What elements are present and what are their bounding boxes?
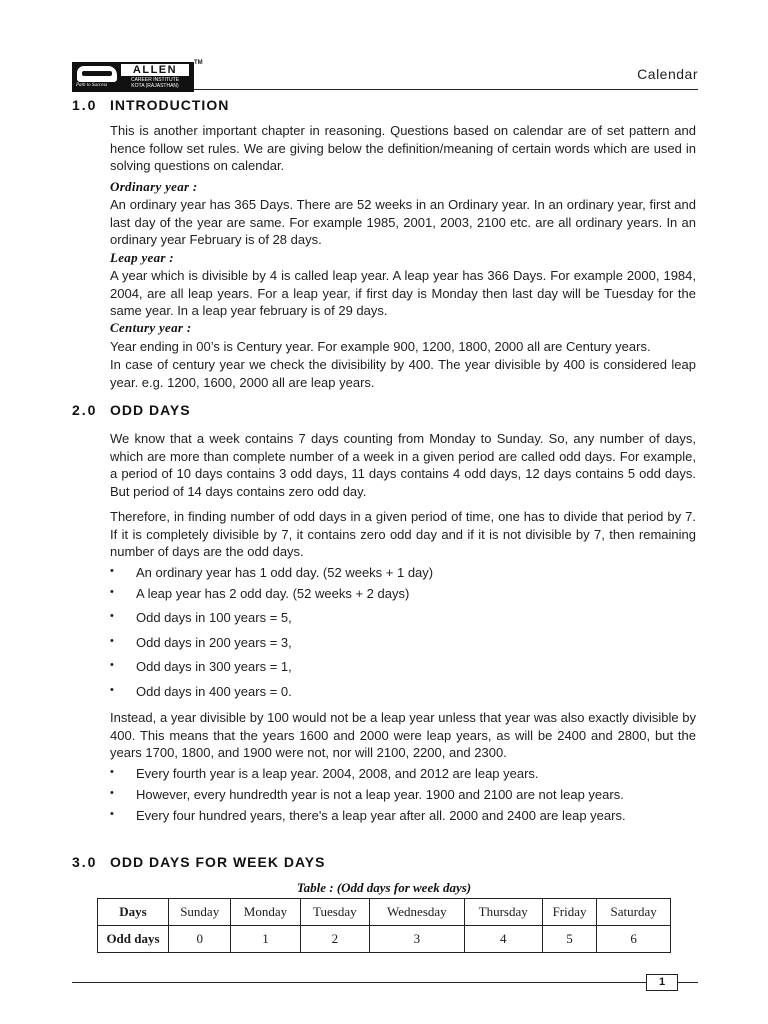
bullet-icon: • bbox=[110, 610, 114, 622]
odd-days-table bbox=[97, 898, 671, 953]
table-cell: 5 bbox=[542, 926, 597, 953]
intro-paragraph: This is another important chapter in reasoning. Questions based on calendar are of set pattern and hence follow set rules. We are giving below the definition/meaning of certain words which are used in solving questions on calendar. bbox=[110, 123, 696, 173]
leap-year-heading: Leap year : bbox=[110, 250, 174, 265]
table-cell: Thursday bbox=[464, 899, 542, 926]
list-item-text: Every fourth year is a leap year. 2004, 2008, and 2012 are leap years. bbox=[136, 766, 539, 781]
list-item-text: A leap year has 2 odd day. (52 weeks + 2 days) bbox=[136, 586, 410, 601]
car-logo-icon bbox=[77, 66, 117, 82]
table-cell: 4 bbox=[464, 926, 542, 953]
table-cell: Tuesday bbox=[300, 899, 370, 926]
century-year-heading: Century year : bbox=[110, 320, 192, 335]
page-header bbox=[72, 58, 698, 92]
bullet-icon: • bbox=[110, 565, 114, 577]
bullet-icon: • bbox=[110, 659, 114, 671]
table-caption: Table : (Odd days for week days) bbox=[296, 880, 472, 895]
bullet-icon: • bbox=[110, 586, 114, 598]
logo-subtitle-1: CAREER INSTITUTE bbox=[130, 77, 180, 83]
list-item-text: Odd days in 300 years = 1, bbox=[136, 659, 292, 674]
bullet-icon: • bbox=[110, 787, 114, 799]
list-item-text: An ordinary year has 1 odd day. (52 weeks + 1 day) bbox=[136, 565, 434, 580]
table-cell: Saturday bbox=[597, 899, 671, 926]
bullet-icon: • bbox=[110, 635, 114, 647]
allen-logo bbox=[72, 62, 194, 92]
page-number: 1 bbox=[646, 974, 678, 991]
bullet-icon: • bbox=[110, 808, 114, 820]
section-title: ODD DAYS bbox=[110, 402, 191, 418]
footer-rule bbox=[72, 982, 698, 983]
table-cell: Friday bbox=[542, 899, 597, 926]
section-title: INTRODUCTION bbox=[110, 97, 230, 113]
section-number: 1.0 bbox=[72, 97, 98, 113]
ordinary-year-heading: Ordinary year : bbox=[110, 179, 198, 194]
table-cell: 3 bbox=[370, 926, 465, 953]
header-rule bbox=[194, 89, 698, 90]
table-cell: 1 bbox=[231, 926, 300, 953]
section-number: 2.0 bbox=[72, 402, 98, 418]
ordinary-year-text: An ordinary year has 365 Days. There are 52 weeks in an Ordinary year. In an ordinary year, first and last day of the year are same. For example 1985, 2001, 2003, 2100 etc. are all ordinary years. In an ordinary year February is of 28 days. bbox=[110, 197, 696, 247]
table-row bbox=[98, 899, 671, 926]
century-year-text: In case of century year we check the divisibility by 400. The year divisible by 400 is considered leap year. e.g. 1200, 1600, 2000 all are leap years. bbox=[110, 357, 696, 390]
odd-days-paragraph-2: Therefore, in finding number of odd days in a given period of time, one has to divide that period by 7. If it is completely divisible by 7, it contains zero odd day and if it is not divisible by 7, then remaining number of days are the odd days. bbox=[110, 509, 696, 559]
table-row bbox=[98, 926, 671, 953]
table-cell: Monday bbox=[231, 899, 300, 926]
trademark-mark: TM bbox=[194, 60, 203, 66]
logo-brand: ALLEN bbox=[121, 64, 189, 76]
odd-days-paragraph-3: Instead, a year divisible by 100 would not be a leap year unless that year was also exactly divisible by 400. This means that the years 1600 and 2000 were leap years, as will be 2400 and 2800, but the years 1700, 1800, and 1900 were not, nor will 2100, 2200, and 2300. bbox=[110, 710, 696, 760]
logo-subtitle-2: KOTA (RAJASTHAN) bbox=[131, 83, 179, 89]
list-item-text: However, every hundredth year is not a leap year. 1900 and 2100 are not leap years. bbox=[136, 787, 624, 802]
table-cell: 2 bbox=[300, 926, 370, 953]
list-item-text: Every four hundred years, there's a leap year after all. 2000 and 2400 are leap years. bbox=[136, 808, 626, 823]
bullet-icon: • bbox=[110, 766, 114, 778]
list-item-text: Odd days in 400 years = 0. bbox=[136, 684, 292, 699]
odd-days-paragraph-1: We know that a week contains 7 days counting from Monday to Sunday. So, any number of days, which are more than complete number of a week in a given period are called odd days. For example, a period of 10 days contains 3 odd days, 11 days contains 4 odd days, 12 days contains 5 odd days. But period of 14 days contains zero odd day. bbox=[110, 431, 696, 499]
list-item-text: Odd days in 100 years = 5, bbox=[136, 610, 292, 625]
bullet-icon: • bbox=[110, 684, 114, 696]
section-number: 3.0 bbox=[72, 854, 98, 870]
table-cell: Sunday bbox=[169, 899, 231, 926]
section-heading-week-days bbox=[72, 854, 325, 870]
leap-year-text: A year which is divisible by 4 is called leap year. A leap year has 366 Days. For example 2000, 1984, 2004, are all leap years. For a leap year, if first day is Monday then last day will be Tuesday for the same year. In a leap year february is of 29 days. bbox=[110, 268, 696, 318]
table-cell: 6 bbox=[597, 926, 671, 953]
list-item-text: Odd days in 200 years = 3, bbox=[136, 635, 292, 650]
table-cell: Wednesday bbox=[370, 899, 465, 926]
section-title: ODD DAYS FOR WEEK DAYS bbox=[110, 854, 326, 870]
table-cell: 0 bbox=[169, 926, 231, 953]
section-heading-introduction bbox=[72, 97, 229, 113]
chapter-title: Calendar bbox=[637, 66, 698, 82]
section-heading-odd-days bbox=[72, 402, 191, 418]
table-cell: Days bbox=[98, 899, 169, 926]
logo-tagline: Path to Success bbox=[76, 83, 108, 88]
century-year-line: Year ending in 00’s is Century year. For example 900, 1200, 1800, 2000 all are Century years. bbox=[110, 339, 651, 354]
table-cell: Odd days bbox=[98, 926, 169, 953]
